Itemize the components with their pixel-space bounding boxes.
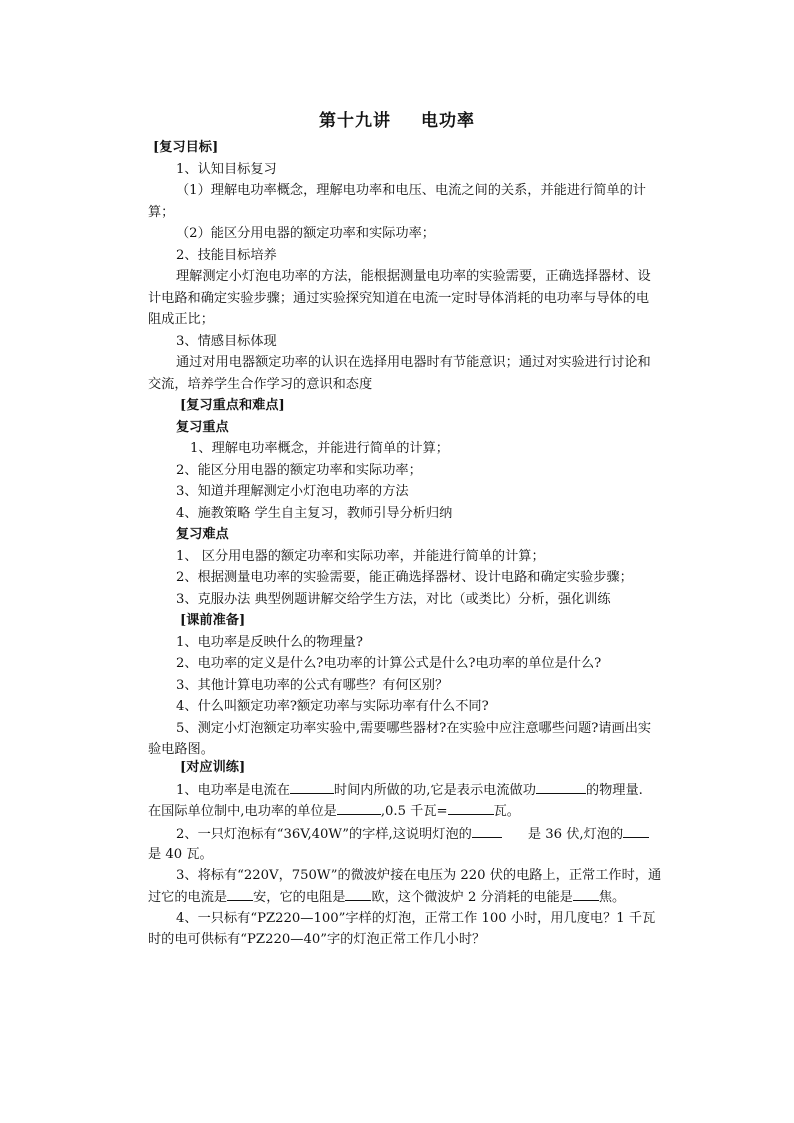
answer-blank[interactable] xyxy=(623,824,649,838)
page-title xyxy=(0,106,794,131)
answer-blank[interactable] xyxy=(337,801,381,815)
practice-1b-text2: ,0.5 千瓦= xyxy=(380,804,448,819)
focus-2: 2、能区分用电器的额定功率和实际功率； xyxy=(176,463,422,478)
title-lecture: 第十九讲 xyxy=(319,111,391,131)
title-topic: 电功率 xyxy=(421,111,475,131)
heading-practice: [对应训练] xyxy=(180,760,246,775)
practice-3b-text2: 安，它的电阻是 xyxy=(253,890,346,905)
answer-blank[interactable] xyxy=(227,887,253,901)
heading-prep: [课前准备] xyxy=(180,613,246,628)
heading-review-goals: [复习目标] xyxy=(153,140,219,155)
prep-q4: 4、什么叫额定功率?额定功率与实际功率有什么不同? xyxy=(176,699,489,714)
difficulty-1: 1、 区分用电器的额定功率和实际功率，并能进行简单的计算； xyxy=(176,549,545,564)
practice-3b xyxy=(148,887,625,908)
practice-3b-text3: 欧，这个微波炉 2 分消耗的电能是 xyxy=(371,890,573,905)
practice-2a-text2: 是 36 伏,灯泡的 xyxy=(527,827,624,842)
focus-1: 1、理解电功率概念，并能进行简单的计算； xyxy=(190,441,449,456)
skill-b: 计电路和确定实验步骤；通过实验探究知道在电流一定时导体消耗的电功率与导体的电 xyxy=(148,291,650,306)
difficulty-2: 2、根据测量电功率的实验需要，能正确选择器材、设计电路和确定实验步骤； xyxy=(176,570,633,585)
answer-blank[interactable] xyxy=(290,780,334,794)
skill-a: 理解测定小灯泡电功率的方法，能根据测量电功率的实验需要，正确选择器材、设 xyxy=(176,269,651,284)
difficulty-title: 复习难点 xyxy=(176,527,229,542)
heading-key-points: [复习重点和难点] xyxy=(180,398,285,413)
cognitive-1b: 算； xyxy=(148,205,175,220)
prep-q2: 2、电功率的定义是什么?电功率的计算公式是什么?电功率的单位是什么? xyxy=(176,656,602,671)
answer-blank[interactable] xyxy=(573,887,599,901)
practice-3b-text1: 过它的电流是 xyxy=(148,890,228,905)
answer-blank[interactable] xyxy=(536,780,586,794)
practice-4a: 4、一只标有“PZ220—100”字样的灯泡，正常工作 100 小时，用几度电？1 千瓦 xyxy=(176,911,656,926)
cognitive-2: （2）能区分用电器的额定功率和实际功率； xyxy=(176,226,435,241)
practice-2b: 是 40 瓦。 xyxy=(148,847,213,862)
focus-title: 复习重点 xyxy=(176,420,229,435)
answer-blank[interactable] xyxy=(345,887,371,901)
emotion-title: 3、情感目标体现 xyxy=(176,334,277,349)
cognitive-1a: （1）理解电功率概念，理解电功率和电压、电流之间的关系，并能进行简单的计 xyxy=(176,183,646,198)
skill-title: 2、技能目标培养 xyxy=(176,248,277,263)
focus-3: 3、知道并理解测定小灯泡电功率的方法 xyxy=(176,484,409,499)
cognitive-title: 1、认知目标复习 xyxy=(176,162,277,177)
emotion-a: 通过对用电器额定功率的认识在选择用电器时有节能意识；通过对实验进行讨论和 xyxy=(176,355,651,370)
prep-q5b: 验电路图。 xyxy=(148,742,214,757)
difficulty-3: 3、克服办法 典型例题讲解交给学生方法，对比（或类比）分析，强化训练 xyxy=(176,592,611,607)
practice-1a-text1: 1、电功率是电流在 xyxy=(176,783,290,798)
practice-3b-text4: 焦。 xyxy=(598,890,626,905)
practice-1b-text3: 瓦。 xyxy=(493,804,520,819)
practice-4b: 时的电可供标有“PZ220—40”字的灯泡正常工作几小时？ xyxy=(148,932,486,947)
practice-3a: 3、将标有“220V，750W”的微波炉接在电压为 220 伏的电路上，正常工作时，通 xyxy=(176,868,662,883)
prep-q1: 1、电功率是反映什么的物理量? xyxy=(176,635,363,650)
practice-1a-text2: 时间内所做的功,它是表示电流做功 xyxy=(333,783,536,798)
practice-2a-text1: 2、一只灯泡标有“36V,40W”的字样,这说明灯泡的 xyxy=(176,827,472,842)
focus-4: 4、施教策略 学生自主复习，教师引导分析归纳 xyxy=(176,506,453,521)
prep-q5a: 5、测定小灯泡额定功率实验中,需要哪些器材?在实验中应注意哪些问题?请画出实 xyxy=(176,721,652,736)
prep-q3: 3、其他计算电功率的公式有哪些？有何区别？ xyxy=(176,678,449,693)
practice-1a xyxy=(176,780,643,801)
practice-1a-text3: 的物理量. xyxy=(585,783,643,798)
practice-2a xyxy=(176,824,649,845)
practice-1b xyxy=(148,801,520,822)
answer-blank[interactable] xyxy=(472,824,502,838)
skill-c: 阻成正比； xyxy=(148,312,214,327)
answer-blank[interactable] xyxy=(448,801,494,815)
practice-1b-text1: 在国际单位制中,电功率的单位是 xyxy=(148,804,337,819)
emotion-b: 交流，培养学生合作学习的意识和态度 xyxy=(148,377,373,392)
